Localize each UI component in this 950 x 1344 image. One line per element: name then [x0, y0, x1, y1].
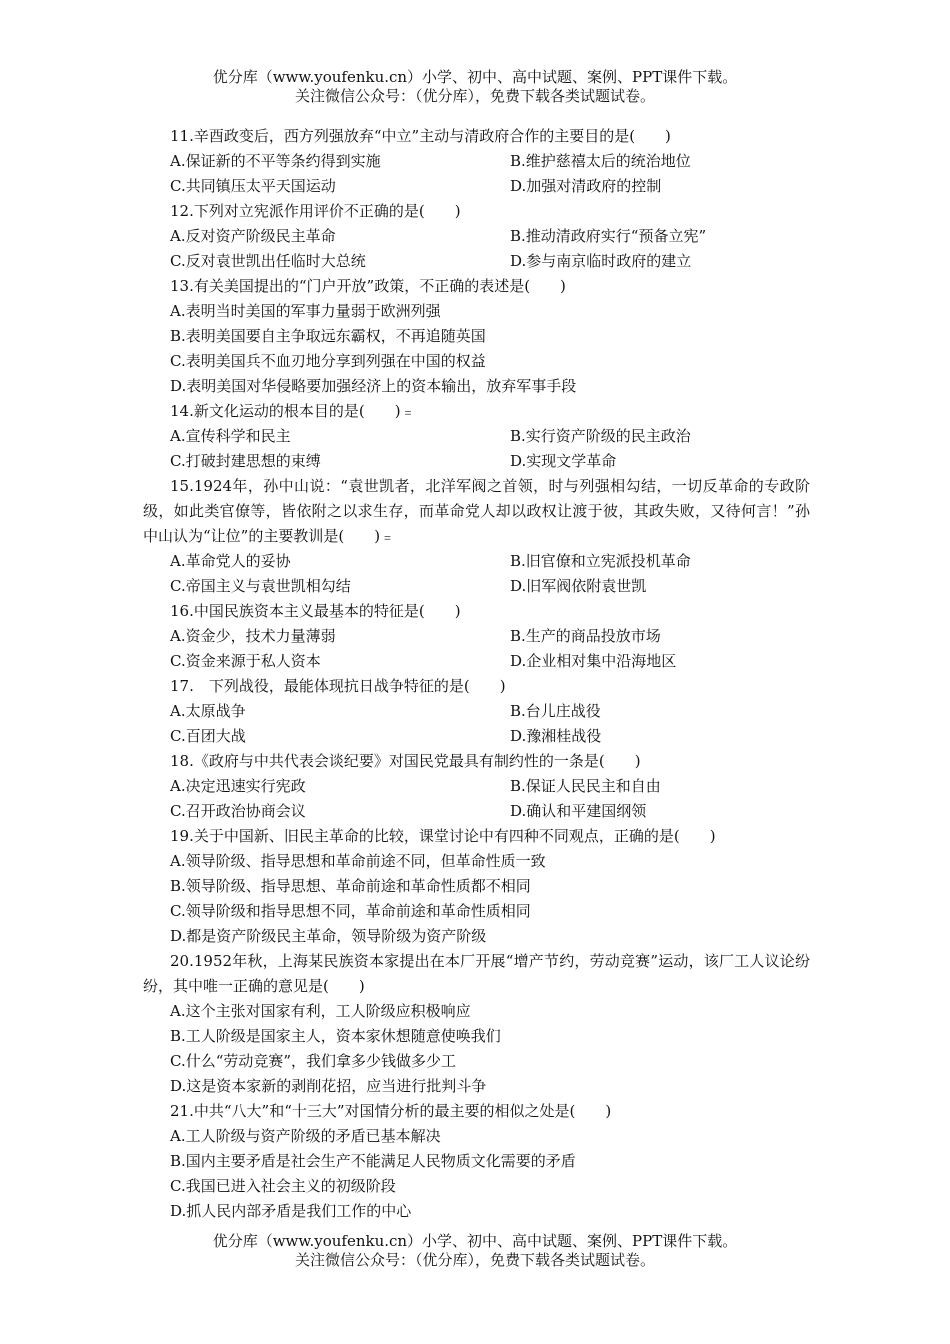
question-stem: 12.下列对立宪派作用评价不正确的是( )	[170, 202, 461, 220]
option: A.这个主张对国家有利，工人阶级应积极响应	[170, 1002, 471, 1020]
footer-line-2: 关注微信公众号：（优分库），免费下载各类试题试卷。	[294, 1251, 655, 1269]
option: C.表明美国兵不血刃地分享到列强在中国的权益	[170, 352, 486, 370]
option: B.维护慈禧太后的统治地位	[510, 152, 691, 170]
option: D.这是资本家新的剥削花招，应当进行批判斗争	[170, 1077, 487, 1095]
option-row	[170, 574, 810, 599]
option-row	[170, 624, 810, 649]
option: C.什么“劳动竞赛”，我们拿多少钱做多少工	[170, 1052, 457, 1070]
option: C.共同镇压太平天国运动	[170, 177, 336, 195]
option-row	[170, 774, 810, 799]
option: A.决定迅速实行宪政	[170, 777, 306, 795]
option: A.领导阶级、指导思想和革命前途不同，但革命性质一致	[170, 852, 546, 870]
option: B.工人阶级是国家主人，资本家休想随意使唤我们	[170, 1027, 501, 1045]
question-stem: 21.中共“八大”和“十三大”对国情分析的最主要的相似之处是( )	[170, 1102, 612, 1120]
option: A.宣传科学和民主	[170, 427, 291, 445]
option: A.保证新的不平等条约得到实施	[170, 152, 381, 170]
option-row	[170, 799, 810, 824]
question-stem: 11.辛酉政变后，西方列强放弃“中立”主动与清政府合作的主要目的是( )	[170, 127, 671, 145]
question-stem: 18.《政府与中共代表会谈纪要》对国民党最具有制约性的一条是( )	[170, 752, 641, 770]
option: A.工人阶级与资产阶级的矛盾已基本解决	[170, 1127, 441, 1145]
option: B.领导阶级、指导思想、革命前途和革命性质都不相同	[170, 877, 531, 895]
option: B.旧官僚和立宪派投机革命	[510, 552, 691, 570]
question-stem: 15.1924年，孙中山说：“袁世凯者，北洋军阀之首领，时与列强相勾结，一切反革命的专政阶级，如此类官僚等，皆依附之以求生存，而革命党人却以政权让渡于彼，其政失败，又待何言！”孙中山认为“让位”的主要教训是( )﹦	[143, 477, 810, 545]
option: C.打破封建思想的束缚	[170, 452, 321, 470]
question-stem: 19.关于中国新、旧民主革命的比较，课堂讨论中有四种不同观点，正确的是( )	[170, 827, 716, 845]
option: C.召开政治协商会议	[170, 802, 306, 820]
option-row	[170, 549, 810, 574]
question-stem: 13.有关美国提出的“门户开放”政策，不正确的表述是( )	[170, 277, 566, 295]
option-row	[170, 649, 810, 674]
question-stem: 16.中国民族资本主义最基本的特征是( )	[170, 602, 461, 620]
question-list	[143, 124, 810, 1224]
option: A.太原战争	[170, 702, 246, 720]
option: B.台儿庄战役	[510, 702, 601, 720]
option-row	[170, 249, 810, 274]
option: A.表明当时美国的军事力量弱于欧洲列强	[170, 302, 441, 320]
option: D.豫湘桂战役	[510, 727, 602, 745]
option: D.参与南京临时政府的建立	[510, 252, 692, 270]
option: A.革命党人的妥协	[170, 552, 291, 570]
option: D.实现文学革命	[510, 452, 617, 470]
option: D.确认和平建国纲领	[510, 802, 647, 820]
option-row	[170, 724, 810, 749]
header-line-1: 优分库（www.youfenku.cn）小学、初中、高中试题、案例、PPT课件下载。	[212, 68, 738, 86]
option: B.推动清政府实行“预备立宪”	[510, 227, 707, 245]
option: A.反对资产阶级民主革命	[170, 227, 336, 245]
page-header	[0, 68, 950, 106]
option: C.百团大战	[170, 727, 246, 745]
option-row	[170, 424, 810, 449]
option-row	[170, 449, 810, 474]
footer-line-1: 优分库（www.youfenku.cn）小学、初中、高中试题、案例、PPT课件下载。	[212, 1232, 738, 1250]
option: B.国内主要矛盾是社会生产不能满足人民物质文化需要的矛盾	[170, 1152, 576, 1170]
option: D.加强对清政府的控制	[510, 177, 662, 195]
header-line-2: 关注微信公众号：（优分库），免费下载各类试题试卷。	[294, 87, 655, 105]
option: B.表明美国要自主争取远东霸权，不再追随英国	[170, 327, 486, 345]
option: B.实行资产阶级的民主政治	[510, 427, 691, 445]
option: D.表明美国对华侵略要加强经济上的资本输出，放弃军事手段	[170, 377, 577, 395]
page-footer	[0, 1232, 950, 1270]
option: C.我国已进入社会主义的初级阶段	[170, 1177, 396, 1195]
option: C.资金来源于私人资本	[170, 652, 321, 670]
option: D.都是资产阶级民主革命，领导阶级为资产阶级	[170, 927, 487, 945]
option-row	[170, 699, 810, 724]
option-row	[170, 149, 810, 174]
option-row	[170, 174, 810, 199]
option: B.保证人民民主和自由	[510, 777, 661, 795]
question-stem: 14.新文化运动的根本目的是( )﹦	[170, 402, 416, 420]
option: C.领导阶级和指导思想不同，革命前途和革命性质相同	[170, 902, 531, 920]
option: C.反对袁世凯出任临时大总统	[170, 252, 366, 270]
option: C.帝国主义与袁世凯相勾结	[170, 577, 351, 595]
question-stem: 17. 下列战役，最能体现抗日战争特征的是( )	[170, 677, 506, 695]
option-row	[170, 224, 810, 249]
option: D.企业相对集中沿海地区	[510, 652, 677, 670]
question-stem: 20.1952年秋，上海某民族资本家提出在本厂开展“增产节约，劳动竞赛”运动，该厂工人议论纷纷，其中唯一正确的意见是( )	[143, 952, 810, 995]
option: D.旧军阀依附袁世凯	[510, 577, 647, 595]
option: D.抓人民内部矛盾是我们工作的中心	[170, 1202, 412, 1220]
option: B.生产的商品投放市场	[510, 627, 661, 645]
option: A.资金少，技术力量薄弱	[170, 627, 336, 645]
